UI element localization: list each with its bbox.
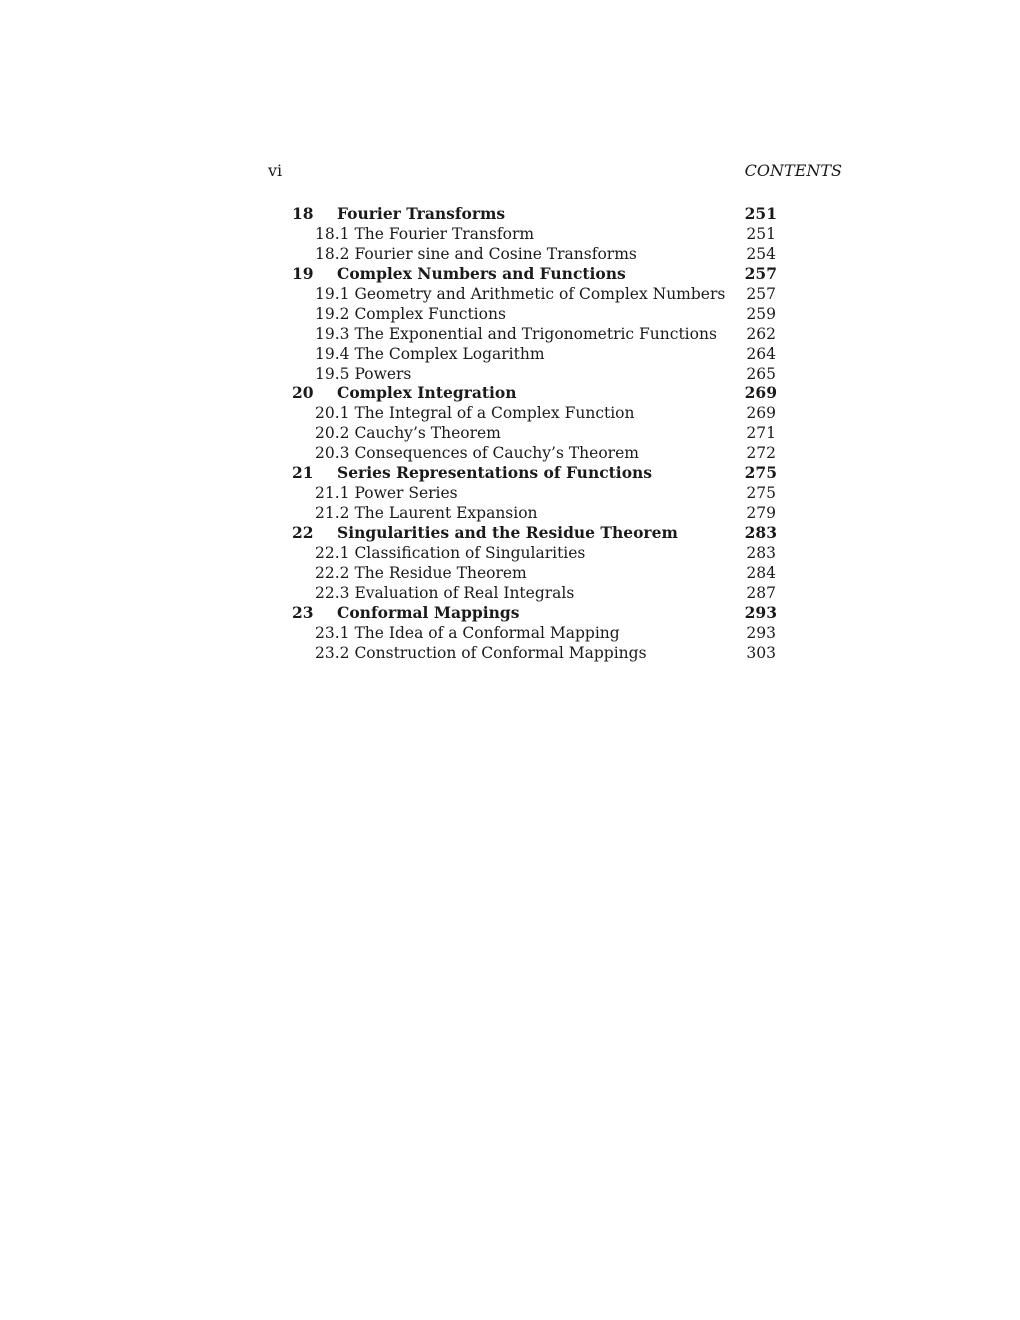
- toc-section-entry[interactable]: [0, 623, 1020, 643]
- page-ref: 251: [744, 204, 777, 223]
- chapter-number: 18: [292, 204, 314, 223]
- section-title: 22.1 Classification of Singularities: [315, 543, 586, 562]
- toc-section-entry[interactable]: [0, 643, 1020, 663]
- section-title: 18.1 The Fourier Transform: [315, 224, 535, 243]
- page-ref: 275: [746, 484, 776, 503]
- page-ref: 275: [744, 463, 777, 483]
- section-title: 21.2 The Laurent Expansion: [315, 504, 538, 523]
- chapter-title: Conformal Mappings: [337, 602, 520, 622]
- toc-section-entry[interactable]: [0, 284, 1020, 304]
- toc-section-entry[interactable]: [0, 543, 1020, 563]
- page-number: vi: [268, 161, 283, 180]
- running-head-title: CONTENTS: [744, 161, 842, 180]
- section-title: 20.3 Consequences of Cauchy’s Theorem: [315, 444, 639, 463]
- page-ref: 257: [744, 263, 777, 283]
- page-ref: 283: [746, 543, 776, 562]
- toc-section-entry[interactable]: [0, 583, 1020, 603]
- toc-section-entry[interactable]: [0, 483, 1020, 503]
- toc-chapter-entry[interactable]: [0, 264, 1020, 284]
- toc-section-entry[interactable]: [0, 503, 1020, 523]
- toc-section-entry[interactable]: [0, 344, 1020, 364]
- page-ref: 269: [744, 383, 777, 403]
- table-of-contents: [0, 204, 1020, 663]
- section-title: 20.1 The Integral of a Complex Function: [315, 404, 635, 423]
- chapter-title: Fourier Transforms: [337, 204, 506, 223]
- section-title: 19.1 Geometry and Arithmetic of Complex Numbers: [315, 284, 726, 303]
- section-title: 23.1 The Idea of a Conformal Mapping: [315, 623, 620, 642]
- page-ref: 251: [746, 224, 776, 243]
- chapter-number: 23: [292, 602, 314, 622]
- page-ref: 271: [746, 424, 776, 443]
- chapter-title: Series Representations of Functions: [337, 463, 653, 483]
- chapter-number: 20: [292, 383, 314, 403]
- section-title: 19.3 The Exponential and Trigonometric Functions: [315, 324, 717, 343]
- section-title: 19.2 Complex Functions: [315, 304, 506, 323]
- toc-chapter-entry[interactable]: [0, 603, 1020, 623]
- page-ref: 293: [744, 602, 777, 622]
- page-ref: 303: [746, 643, 776, 662]
- toc-chapter-entry[interactable]: [0, 523, 1020, 543]
- page-ref: 264: [746, 344, 776, 363]
- page-ref: 262: [746, 324, 776, 343]
- page-ref: 272: [746, 444, 776, 463]
- chapter-number: 19: [292, 263, 314, 283]
- toc-section-entry[interactable]: [0, 364, 1020, 384]
- toc-section-entry[interactable]: [0, 443, 1020, 463]
- toc-chapter-entry[interactable]: [0, 463, 1020, 483]
- chapter-number: 22: [292, 523, 314, 542]
- section-title: 20.2 Cauchy’s Theorem: [315, 424, 501, 443]
- toc-chapter-entry[interactable]: [0, 383, 1020, 403]
- toc-section-entry[interactable]: [0, 403, 1020, 423]
- page-ref: 254: [746, 244, 776, 263]
- toc-section-entry[interactable]: [0, 224, 1020, 244]
- page-ref: 269: [746, 404, 776, 423]
- toc-section-entry[interactable]: [0, 244, 1020, 264]
- section-title: 21.1 Power Series: [315, 484, 458, 503]
- page-ref: 279: [746, 504, 776, 523]
- page-ref: 259: [746, 304, 776, 323]
- section-title: 22.2 The Residue Theorem: [315, 563, 527, 582]
- toc-section-entry[interactable]: [0, 304, 1020, 324]
- page-ref: 257: [746, 284, 776, 303]
- section-title: 19.4 The Complex Logarithm: [315, 344, 545, 363]
- section-title: 23.2 Construction of Conformal Mappings: [315, 643, 647, 662]
- page-ref: 287: [746, 583, 776, 602]
- page-ref: 284: [746, 563, 776, 582]
- page-ref: 293: [746, 623, 776, 642]
- chapter-title: Singularities and the Residue Theorem: [337, 523, 678, 542]
- toc-chapter-entry[interactable]: [0, 204, 1020, 224]
- page-ref: 283: [744, 523, 777, 542]
- chapter-number: 21: [292, 463, 314, 483]
- toc-section-entry[interactable]: [0, 423, 1020, 443]
- chapter-title: Complex Numbers and Functions: [337, 263, 626, 283]
- toc-section-entry[interactable]: [0, 563, 1020, 583]
- chapter-title: Complex Integration: [337, 383, 517, 403]
- page-ref: 265: [746, 364, 776, 383]
- section-title: 18.2 Fourier sine and Cosine Transforms: [315, 244, 637, 263]
- running-head: [268, 160, 842, 182]
- toc-section-entry[interactable]: [0, 324, 1020, 344]
- section-title: 22.3 Evaluation of Real Integrals: [315, 583, 575, 602]
- section-title: 19.5 Powers: [315, 364, 412, 383]
